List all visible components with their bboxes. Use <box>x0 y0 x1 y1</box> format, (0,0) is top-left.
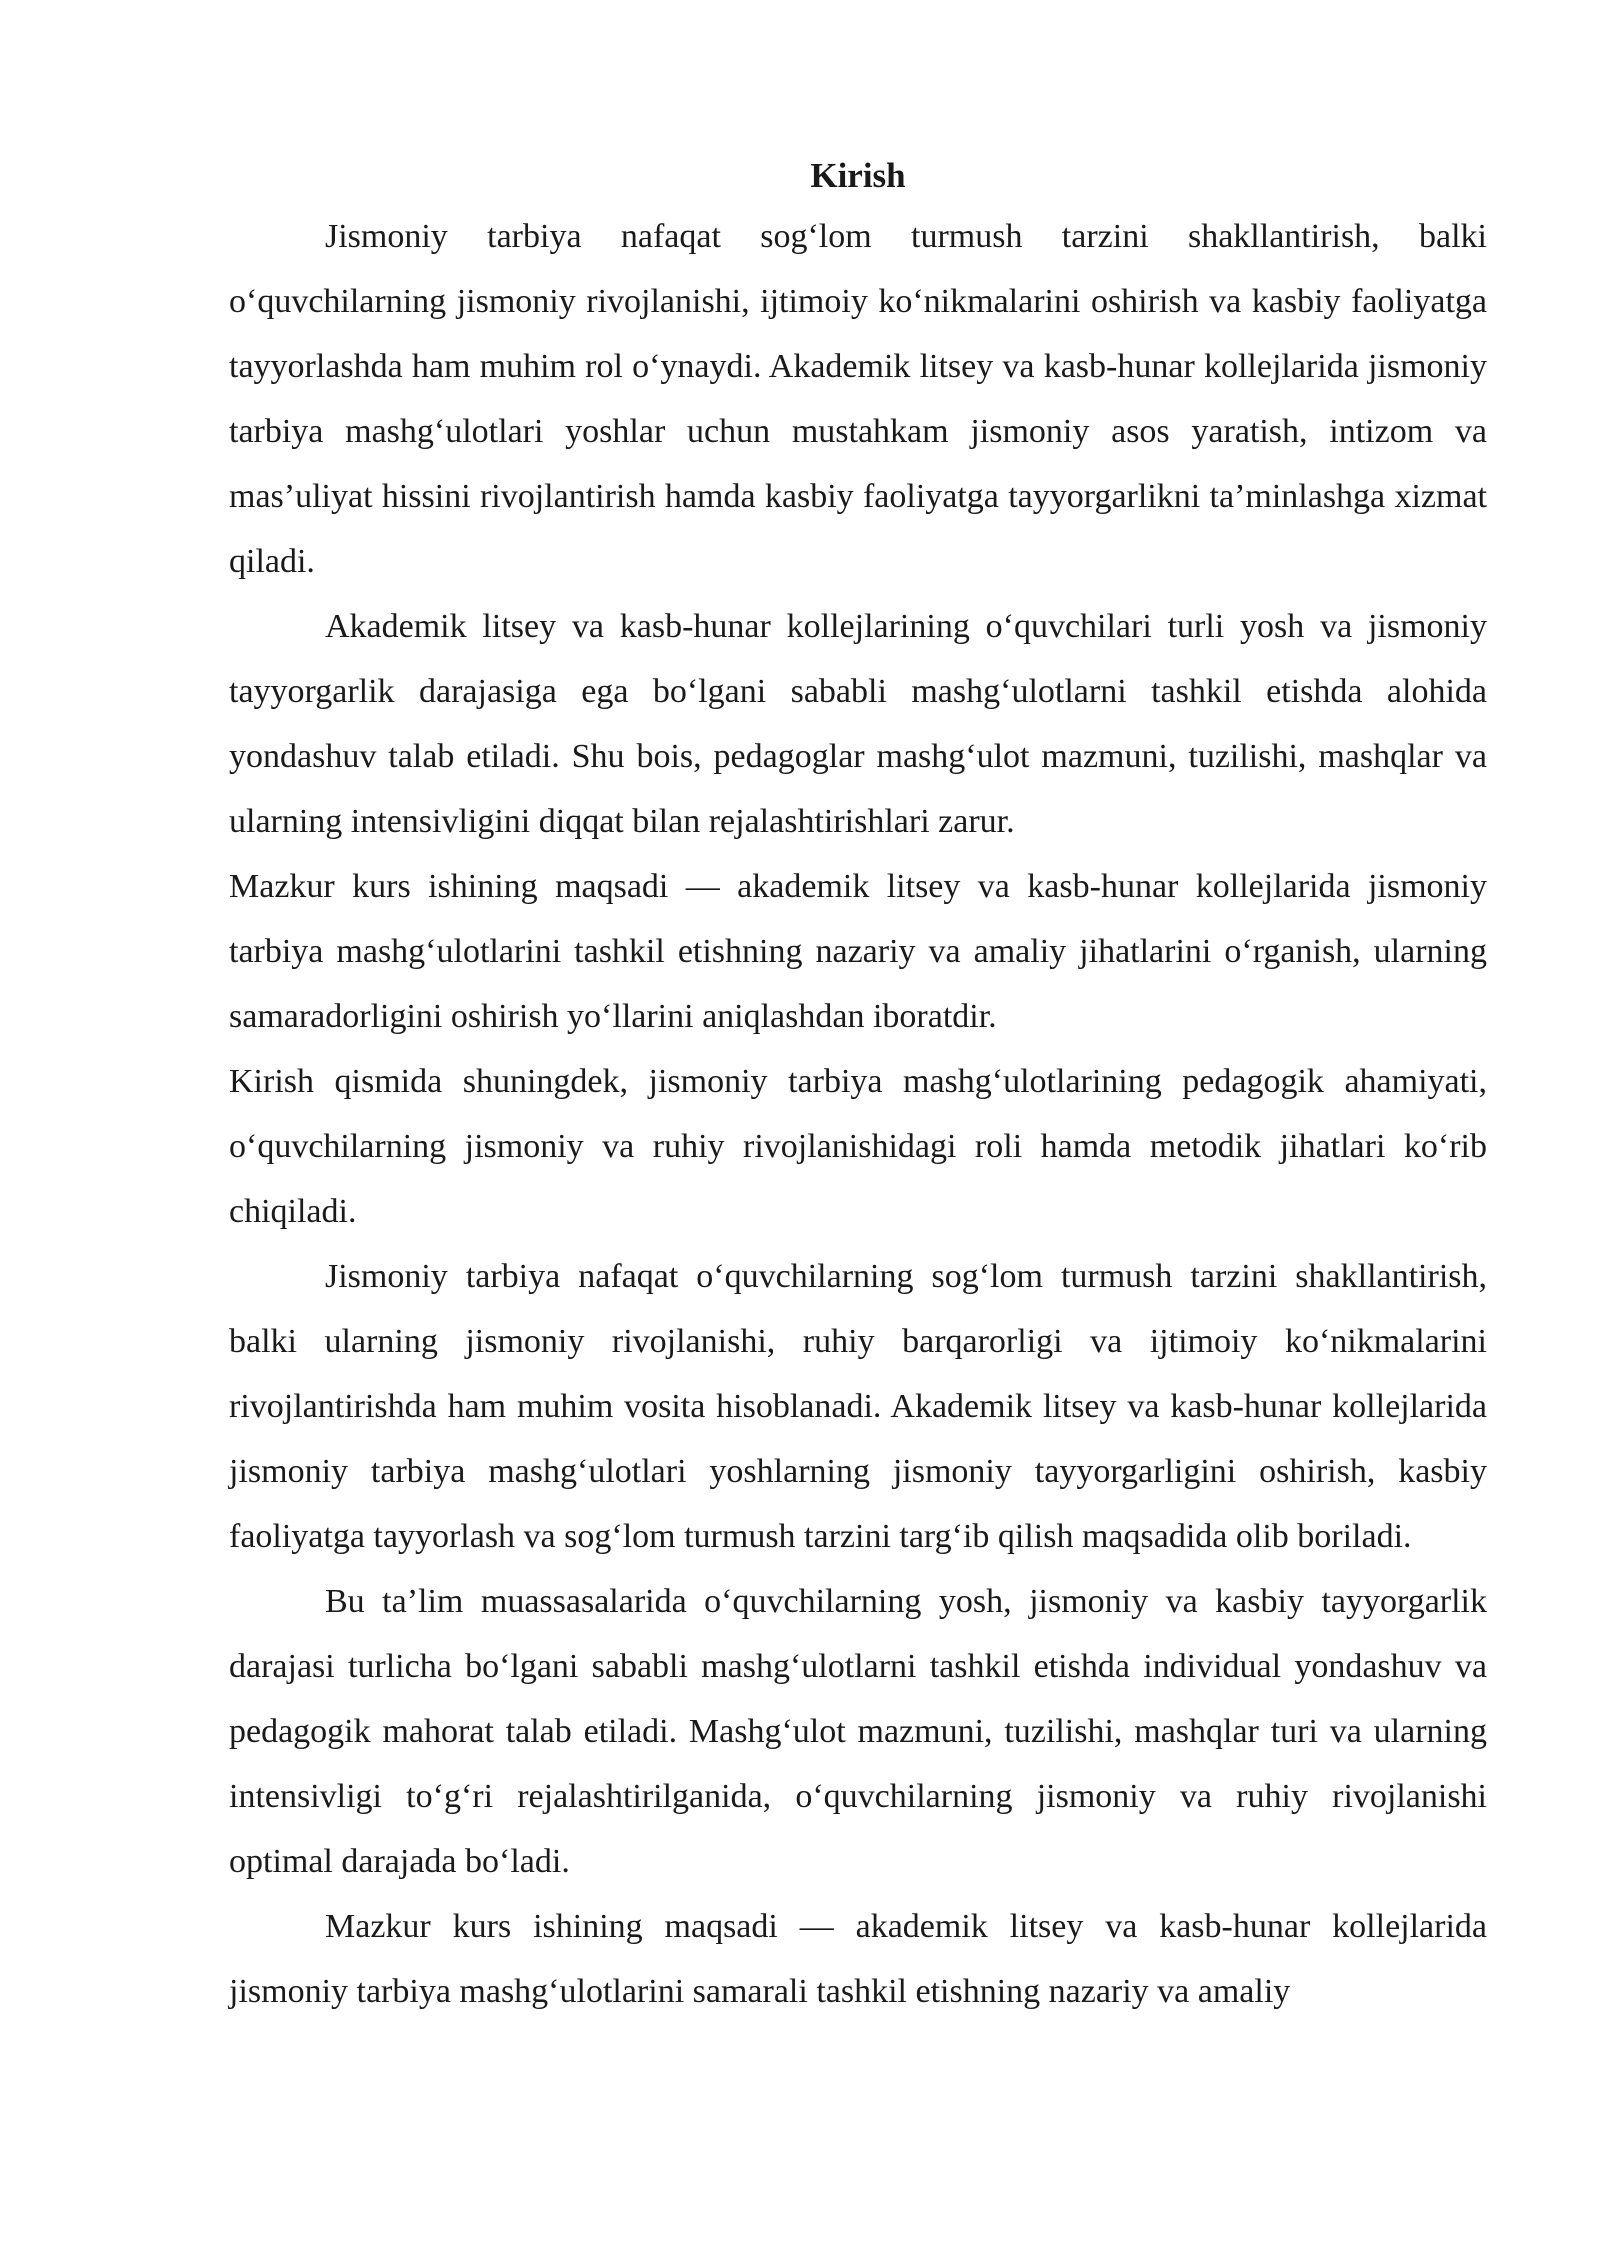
paragraph-1: Jismoniy tarbiya nafaqat sog‘lom turmush tarzini shakllantirish, balki o‘quvchilarning jismoniy rivojlanishi, ijtimoiy ko‘nikmalarini oshirish va kasbiy faoliyatga tayyorlashda ham muhim rol o‘ynaydi. Akademik litsey va kasb-hunar kollejlarida jismoniy tarbiya mashg‘ulotlari yoshlar uchun mustahkam jismoniy asos yaratish, intizom va mas’uliyat hissini rivojlantirish hamda kasbiy faoliyatga tayyorgarlikni ta’minlashga xizmat qiladi. <box>229 218 1487 580</box>
paragraph-5: Jismoniy tarbiya nafaqat o‘quvchilarning sog‘lom turmush tarzini shakllantirish, balki ularning jismoniy rivojlanishi, ruhiy barqarorligi va ijtimoiy ko‘nikmalarini rivojlantirishda ham muhim vosita hisoblanadi. Akademik litsey va kasb-hunar kollejlarida jismoniy tarbiya mashg‘ulotlari yoshlarning jismoniy tayyorgarligini oshirish, kasbiy faoliyatga tayyorlash va sog‘lom turmush tarzini targ‘ib qilish maqsadida olib boriladi. <box>229 1258 1487 1555</box>
paragraph-6: Bu ta’lim muassasalarida o‘quvchilarning yosh, jismoniy va kasbiy tayyorgarlik darajasi turlicha bo‘lgani sababli mashg‘ulotlarni tashkil etishda individual yondashuv va pedagogik mahorat talab etiladi. Mashg‘ulot mazmuni, tuzilishi, mashqlar turi va ularning intensivligi to‘g‘ri rejalashtirilganida, o‘quvchilarning jismoniy va ruhiy rivojlanishi optimal darajada bo‘ladi. <box>229 1583 1487 1880</box>
paragraph-4: Kirish qismida shuningdek, jismoniy tarbiya mashg‘ulotlarining pedagogik ahamiyati, o‘quvchilarning jismoniy va ruhiy rivojlanishidagi roli hamda metodik jihatlari ko‘rib chiqiladi. <box>229 1063 1487 1230</box>
section-heading: Kirish <box>810 156 906 195</box>
paragraph-3: Mazkur kurs ishining maqsadi — akademik litsey va kasb-hunar kollejlarida jismoniy tarbiya mashg‘ulotlarini tashkil etishning nazariy va amaliy jihatlarini o‘rganish, ularning samaradorligini oshirish yo‘llarini aniqlashdan iboratdir. <box>229 868 1487 1035</box>
document-body <box>229 148 1487 2024</box>
paragraph-2: Akademik litsey va kasb-hunar kollejlarining o‘quvchilari turli yosh va jismoniy tayyorgarlik darajasiga ega bo‘lgani sababli mashg‘ulotlarni tashkil etishda alohida yondashuv talab etiladi. Shu bois, pedagoglar mashg‘ulot mazmuni, tuzilishi, mashqlar va ularning intensivligini diqqat bilan rejalashtirishlari zarur. <box>229 608 1487 840</box>
paragraph-7: Mazkur kurs ishining maqsadi — akademik litsey va kasb-hunar kollejlarida jismoniy tarbiya mashg‘ulotlarini samarali tashkil etishning nazariy va amaliy <box>229 1908 1487 2010</box>
